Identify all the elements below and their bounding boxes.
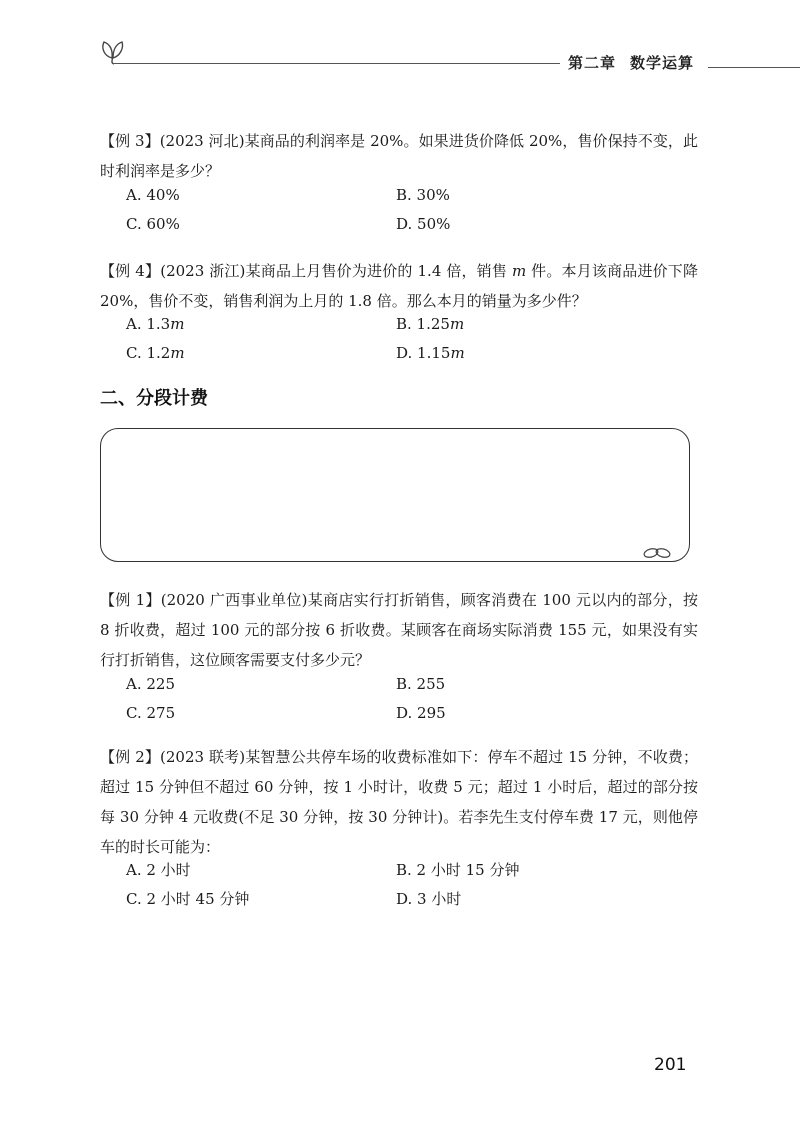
example-3-option-c: C. 60%	[126, 215, 180, 233]
example-4-question	[100, 256, 698, 316]
example-4-text-a: 【例 4】(2023 浙江)某商品上月售价为进价的 1.4 倍，销售	[100, 262, 512, 280]
example-4-option-c: C. 1.2m	[126, 344, 185, 362]
example-4-option-a: A. 1.3m	[126, 315, 185, 333]
example-1-option-b: B. 255	[396, 675, 446, 693]
example-1-option-c: C. 275	[126, 704, 176, 722]
example-2-option-d: D. 3 小时	[396, 890, 462, 908]
note-box	[100, 428, 690, 562]
chapter-title: 数学运算	[630, 54, 695, 72]
example-3-option-d: D. 50%	[396, 215, 451, 233]
example-4-var: m	[512, 262, 527, 280]
section-title: 二、分段计费	[100, 388, 208, 409]
example-2-option-c: C. 2 小时 45 分钟	[126, 890, 250, 908]
example-2-option-b: B. 2 小时 15 分钟	[396, 861, 520, 879]
leaf-ornament-icon	[642, 546, 672, 560]
example-3-option-a: A. 40%	[126, 186, 180, 204]
leaf-icon	[98, 36, 128, 66]
example-4-option-b: B. 1.25m	[396, 315, 465, 333]
example-4-text-b: 件。本月该商品进价下降 20%，售价不变，销售利润为上月的 1.8 倍。那么本月的销量为多少件？	[100, 262, 698, 310]
chapter-label: 第二章	[568, 54, 617, 72]
header-rule-right	[708, 67, 800, 68]
running-header	[568, 52, 708, 73]
example-4-option-d: D. 1.15m	[396, 344, 465, 362]
page-number: 201	[654, 1055, 687, 1075]
header-rule-left	[112, 63, 560, 64]
example-1-option-a: A. 225	[126, 675, 175, 693]
example-3-question: 【例 3】(2023 河北)某商品的利润率是 20%。如果进货价降低 20%，售价保持不变，此时利润率是多少？	[100, 132, 698, 180]
example-1-question: 【例 1】(2020 广西事业单位)某商店实行打折销售，顾客消费在 100 元以内的部分，按 8 折收费，超过 100 元的部分按 6 折收费。某顾客在商场实际消费 155 元，如果没有实行打折销售，这位顾客需要支付多少元？	[100, 591, 698, 669]
example-2-option-a: A. 2 小时	[126, 861, 191, 879]
example-1-option-d: D. 295	[396, 704, 446, 722]
example-3-option-b: B. 30%	[396, 186, 450, 204]
example-2-question: 【例 2】(2023 联考)某智慧公共停车场的收费标准如下：停车不超过 15 分钟，不收费；超过 15 分钟但不超过 60 分钟，按 1 小时计，收费 5 元；超过 1 小时后，超过的部分按每 30 分钟 4 元收费(不足 30 分钟，按 30 分钟计)。若李先生支付停车费 17 元，则他停车的时长可能为：	[100, 748, 698, 856]
